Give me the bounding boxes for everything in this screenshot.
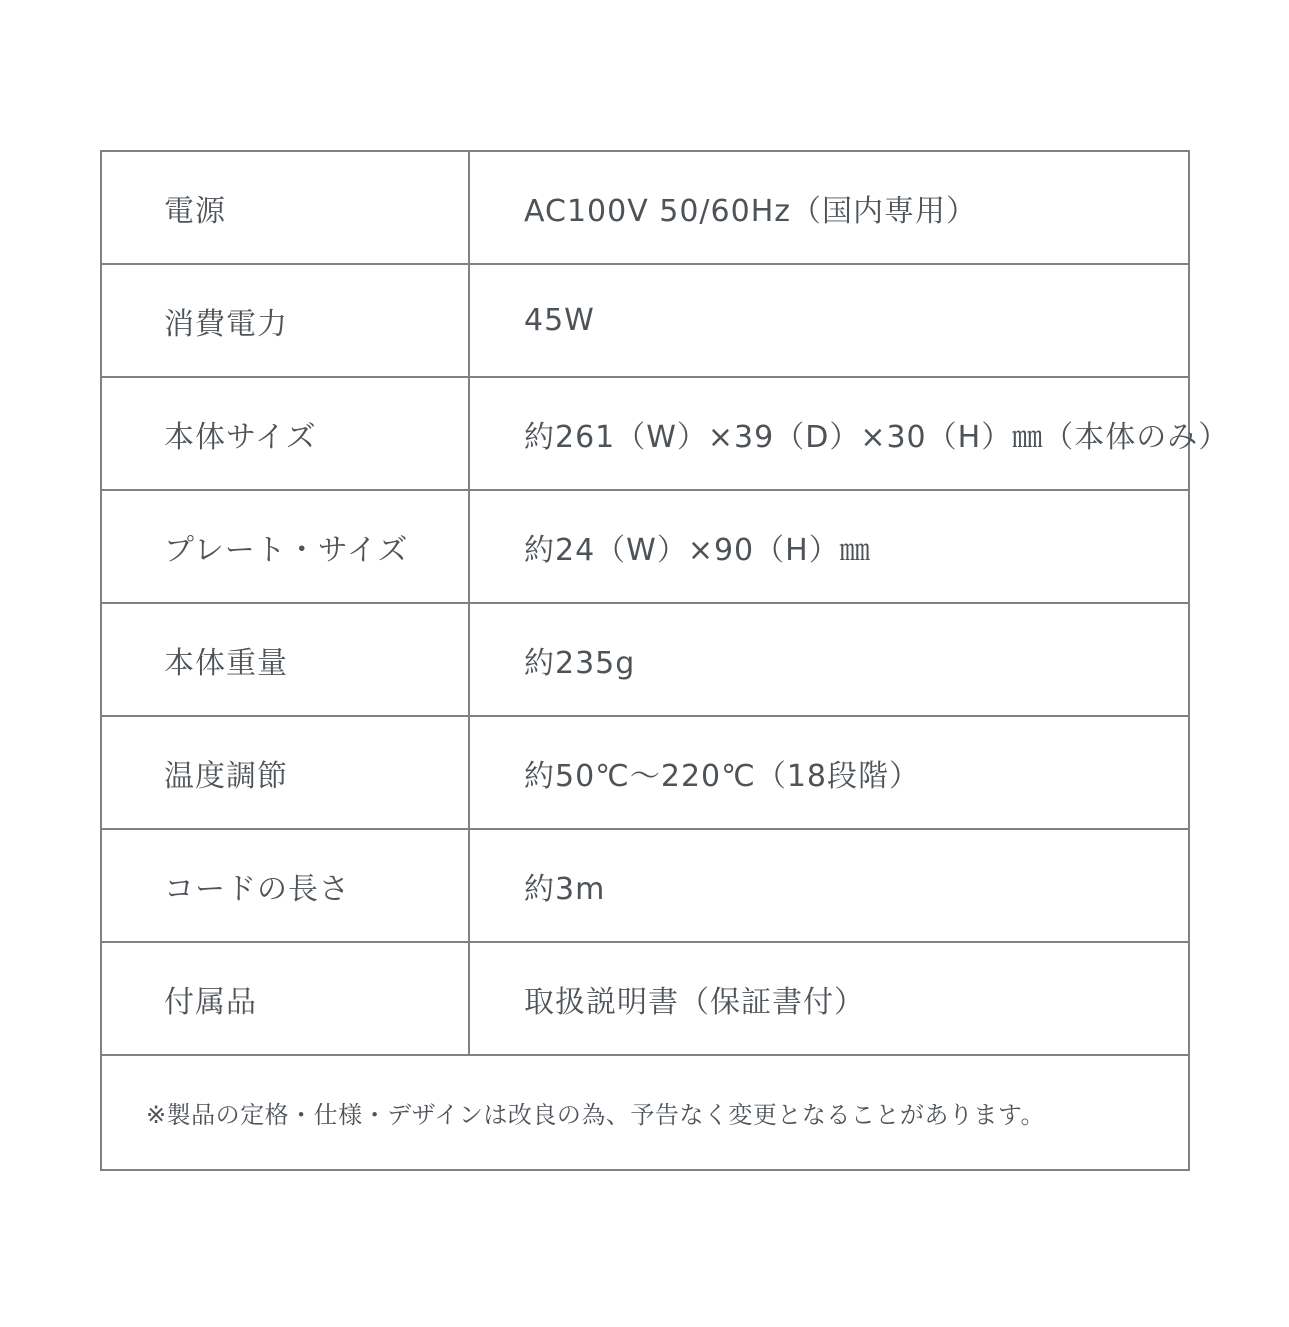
spec-value: 取扱説明書（保証書付）	[469, 942, 1189, 1055]
spec-note-row	[101, 1055, 1189, 1170]
spec-row-body-size	[101, 377, 1189, 490]
spec-row-accessories	[101, 942, 1189, 1055]
spec-row-weight	[101, 603, 1189, 716]
spec-row-temperature	[101, 716, 1189, 829]
spec-row-power-consumption	[101, 264, 1189, 377]
spec-label: プレート・サイズ	[101, 490, 469, 603]
spec-value: 約3m	[469, 829, 1189, 942]
spec-label: 温度調節	[101, 716, 469, 829]
spec-value: 約24（W）×90（H）㎜	[469, 490, 1189, 603]
spec-label: コードの長さ	[101, 829, 469, 942]
spec-label: 本体サイズ	[101, 377, 469, 490]
spec-value: 約50℃～220℃（18段階）	[469, 716, 1189, 829]
spec-value: 約261（W）×39（D）×30（H）㎜（本体のみ）	[469, 377, 1189, 490]
spec-disclaimer-note: ※製品の定格・仕様・デザインは改良の為、予告なく変更となることがあります。	[101, 1055, 1189, 1170]
spec-row-cord-length	[101, 829, 1189, 942]
spec-table	[100, 150, 1230, 1171]
spec-value: 約235g	[469, 603, 1189, 716]
spec-label: 電源	[101, 151, 469, 264]
spec-label: 本体重量	[101, 603, 469, 716]
spec-label: 付属品	[101, 942, 469, 1055]
spec-value: AC100V 50/60Hz（国内専用）	[469, 151, 1189, 264]
spec-value: 45W	[469, 264, 1189, 377]
spec-row-power-source	[101, 151, 1189, 264]
spec-label: 消費電力	[101, 264, 469, 377]
spec-row-plate-size	[101, 490, 1189, 603]
